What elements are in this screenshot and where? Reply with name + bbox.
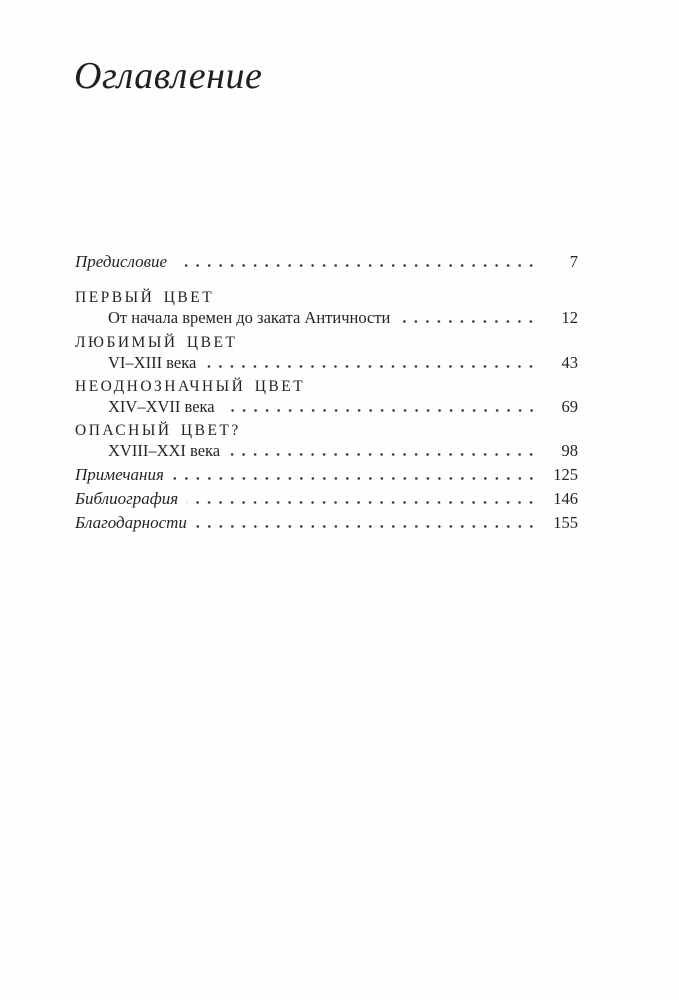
page-title: Оглавление <box>74 55 263 97</box>
toc-entry-label: От начала времен до заката Античности <box>108 308 391 327</box>
toc-entry-page: 43 <box>561 353 578 372</box>
toc-entry-preface <box>75 252 578 272</box>
toc-entry-bibliography <box>75 489 578 509</box>
toc-entry-label: НЕОДНОЗНАЧНЫЙ ЦВЕТ <box>75 378 306 395</box>
toc-chapter-3-heading <box>75 377 578 397</box>
dot-leader <box>224 409 537 412</box>
dot-leader <box>229 453 537 456</box>
toc-entry-label: ЛЮБИМЫЙ ЦВЕТ <box>75 334 238 351</box>
toc-entry-page: 125 <box>553 465 578 484</box>
toc-entry-label: ПЕРВЫЙ ЦВЕТ <box>75 289 215 306</box>
toc-entry-notes <box>75 465 578 485</box>
toc-entry-page: 7 <box>569 252 578 271</box>
toc-chapter-4-heading <box>75 421 578 441</box>
toc-entry-page: 146 <box>553 489 578 508</box>
toc-entry-page: 155 <box>553 513 578 532</box>
toc-entry-label: Примечания <box>75 465 164 484</box>
toc-entry-label: Благодарности <box>75 513 187 532</box>
dot-leader <box>399 320 537 323</box>
toc-chapter-1-subtitle <box>75 308 578 328</box>
toc-chapter-2-heading <box>75 333 578 353</box>
toc-chapter-2-subtitle <box>75 353 578 373</box>
table-of-contents <box>75 252 578 533</box>
toc-chapter-4-subtitle <box>75 441 578 461</box>
dot-leader <box>205 365 537 368</box>
dot-leader <box>187 501 537 504</box>
dot-leader <box>176 264 537 267</box>
toc-entry-label: XVIII–XXI века <box>108 441 221 460</box>
toc-entry-label: VI–XIII века <box>108 353 197 372</box>
toc-entry-page: 12 <box>561 308 578 327</box>
toc-entry-acknowledgements <box>75 513 578 533</box>
toc-entry-page: 98 <box>561 441 578 460</box>
toc-entry-label: ОПАСНЫЙ ЦВЕТ? <box>75 422 241 439</box>
toc-entry-label: Предисловие <box>75 252 168 271</box>
toc-chapter-1-heading <box>75 288 578 308</box>
toc-entry-label: XIV–XVII века <box>108 397 215 416</box>
dot-leader <box>196 525 537 528</box>
toc-entry-label: Библиография <box>75 489 179 508</box>
toc-chapter-3-subtitle <box>75 397 578 417</box>
dot-leader <box>173 477 537 480</box>
toc-entry-page: 69 <box>561 397 578 416</box>
